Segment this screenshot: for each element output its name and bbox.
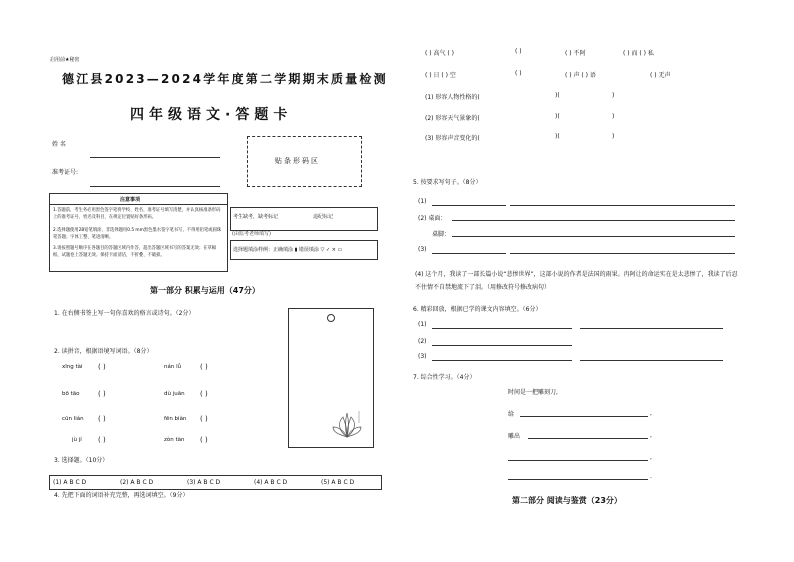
- q6-item: (3): [418, 353, 427, 360]
- answer-line[interactable]: [432, 345, 572, 346]
- ticket-field[interactable]: [90, 186, 220, 187]
- answer-line[interactable]: [452, 220, 735, 221]
- barcode-area: [247, 136, 362, 187]
- idiom-row-1b[interactable]: ( ): [515, 48, 522, 55]
- part1-heading: 第一部分 积累与运用（47分）: [150, 286, 260, 295]
- idiom-row-2c[interactable]: ( ) 声 ( ) 语: [565, 72, 596, 79]
- exam-title: 德江县2023—2024学年度第二学期期末质量检测: [62, 72, 388, 86]
- note-item: 1.答题前，考生务必用黑色签字笔将学校、姓名、准考证号填写清楚，并认真核准条形码上的准考证号、姓名及科目，在规定位置贴好条形码。: [53, 208, 221, 220]
- note-item: 3.请按照题号顺序在各题目的答题区域内作答，超出答题区域书写的答案无效；在草稿纸、试题卷上答题无效。保持卡面清洁，不折叠、不破损。: [53, 246, 217, 258]
- card-title: 四年级语文·答题卡: [130, 107, 293, 123]
- lotus-icon: [329, 409, 365, 441]
- q7-line: 给: [508, 411, 515, 418]
- name-field[interactable]: [90, 157, 220, 158]
- comma-mark: ,: [650, 432, 652, 439]
- pinyin: bō tāo: [62, 391, 80, 397]
- question-2: 2. 读拼音，根据语境写词语。（8分）: [54, 348, 153, 355]
- pinyin: dù juān: [164, 391, 185, 397]
- answer-line[interactable]: [432, 253, 506, 254]
- choice-item[interactable]: (5) A B C D: [321, 479, 355, 486]
- notes-title: 注意事项: [120, 197, 141, 203]
- q5-item: 桌脚：: [432, 231, 451, 238]
- name-label: 姓 名: [52, 141, 66, 148]
- choice-item[interactable]: (3) A B C D: [187, 479, 221, 486]
- pinyin: nán lǚ: [164, 364, 182, 370]
- idiom-row-2a[interactable]: ( ) 日 ( ) 空: [425, 72, 456, 79]
- choice-item[interactable]: (2) A B C D: [120, 479, 154, 486]
- fill-note: (由监考老师填写): [232, 231, 271, 237]
- idiom-row-2d[interactable]: ( ) 无声: [650, 72, 671, 79]
- q5-item: (1): [418, 198, 427, 205]
- answer-line[interactable]: [510, 253, 735, 254]
- comma-mark: ,: [650, 454, 652, 461]
- answer-line[interactable]: [432, 360, 572, 361]
- idiom-row-1c[interactable]: ( ) 不阿: [565, 50, 586, 57]
- note-item: 2.选择题使用2B铅笔填涂，非选择题用0.5 mm黑色墨水签字笔书写，不得用铅笔或圆珠笔答题；字体工整、笔迹清晰。: [53, 228, 222, 240]
- missing-label: 考生缺考，缺考标记: [233, 214, 279, 220]
- q6-item: (2): [418, 338, 427, 345]
- question-5: 5. 按要求写句子。（8分）: [413, 179, 482, 186]
- pinyin: jù jí: [72, 437, 82, 443]
- question-4: 4. 先把下面的词语补充完整，再选词填空。（9分）: [54, 492, 189, 499]
- sub-label: (2) 形容天气景象的(: [425, 115, 480, 122]
- sub-label: (1) 形容人物性格的(: [425, 94, 480, 101]
- q6-item: (1): [418, 321, 427, 328]
- idiom-row-1a[interactable]: ( ) 高气 ( ): [425, 50, 454, 57]
- answer-bracket[interactable]: ( ): [98, 415, 106, 423]
- idiom-row-2b[interactable]: ( ): [515, 70, 522, 77]
- sub-label: (3) 形容声音变化的(: [425, 135, 480, 142]
- answer-line[interactable]: [520, 416, 648, 417]
- comma-mark: ,: [650, 410, 652, 417]
- sub-mid[interactable]: )(: [555, 92, 560, 99]
- pinyin: zòn tàn: [164, 437, 185, 443]
- answer-line[interactable]: [432, 205, 506, 206]
- q5-item: (3): [418, 246, 427, 253]
- barcode-label: 贴条形码区: [275, 157, 320, 165]
- sub-mid[interactable]: )(: [555, 133, 560, 140]
- answer-line[interactable]: [452, 236, 735, 237]
- answer-line[interactable]: [508, 460, 648, 461]
- q5-4-text: (4) 这个月，我读了一部长篇小说“悲惨世界”，这部小说的作者是法国的雨果。冉阿让的命运实在是太悲惨了，我读了后忍不住情不自禁地流下了泪。（用修改符号修改病句）: [415, 271, 738, 291]
- fill-example: 选择题填涂样例：正确填涂 ▮ 错误填涂 ▽ ✓ × ▭: [233, 247, 343, 253]
- q5-item: (2) 桌面：: [418, 215, 447, 222]
- answer-bracket[interactable]: ( ): [200, 390, 208, 398]
- answer-line[interactable]: [528, 438, 648, 439]
- answer-bracket[interactable]: ( ): [200, 415, 208, 423]
- part2-heading: 第二部分 阅读与鉴赏（23分）: [512, 496, 622, 505]
- sub-end[interactable]: ): [612, 133, 615, 140]
- question-3: 3. 选择题。（10分）: [54, 457, 109, 464]
- sub-end[interactable]: ): [612, 113, 615, 120]
- marks-box: [230, 207, 378, 231]
- answer-bracket[interactable]: ( ): [98, 390, 106, 398]
- ticket-label: 准考证号:: [52, 169, 79, 176]
- idiom-row-1d[interactable]: ( ) 而 ( ) 私: [623, 50, 654, 57]
- violation-label: 违纪标记: [313, 214, 334, 220]
- answer-bracket[interactable]: ( ): [98, 363, 106, 371]
- choices-box: [49, 475, 382, 490]
- question-6: 6. 精彩回放，根据已学的课文内容填空。（6分）: [413, 306, 542, 313]
- bookmark-hole-icon: [327, 314, 335, 322]
- answer-line[interactable]: [508, 479, 648, 480]
- q7-line: 雕出: [508, 433, 521, 440]
- fill-example-box: [230, 240, 378, 260]
- answer-line[interactable]: [432, 328, 572, 329]
- answer-bracket[interactable]: ( ): [98, 436, 106, 444]
- notes-box: [49, 193, 228, 272]
- pinyin: fēn biàn: [164, 416, 187, 422]
- question-1: 1. 在右侧书签上写一句你喜欢的格言或诗句。（2分）: [54, 310, 195, 317]
- answer-line[interactable]: [580, 328, 723, 329]
- bookmark[interactable]: [288, 308, 374, 448]
- choice-item[interactable]: (4) A B C D: [254, 479, 288, 486]
- pinyin: cūn lián: [62, 416, 84, 422]
- answer-bracket[interactable]: ( ): [200, 436, 208, 444]
- answer-line[interactable]: [580, 360, 723, 361]
- question-7: 7. 综合性学习。（4分）: [413, 374, 476, 381]
- q7-line: 时间是一把雕刻刀,: [508, 389, 558, 396]
- sub-mid[interactable]: )(: [555, 113, 560, 120]
- secret-label: 启用前★秘密: [50, 57, 80, 63]
- answer-line[interactable]: [510, 205, 735, 206]
- pinyin: xīng tài: [62, 364, 83, 370]
- sub-end[interactable]: ): [612, 92, 615, 99]
- period-mark: .: [650, 473, 652, 480]
- answer-bracket[interactable]: ( ): [200, 363, 208, 371]
- choice-item[interactable]: (1) A B C D: [53, 479, 87, 486]
